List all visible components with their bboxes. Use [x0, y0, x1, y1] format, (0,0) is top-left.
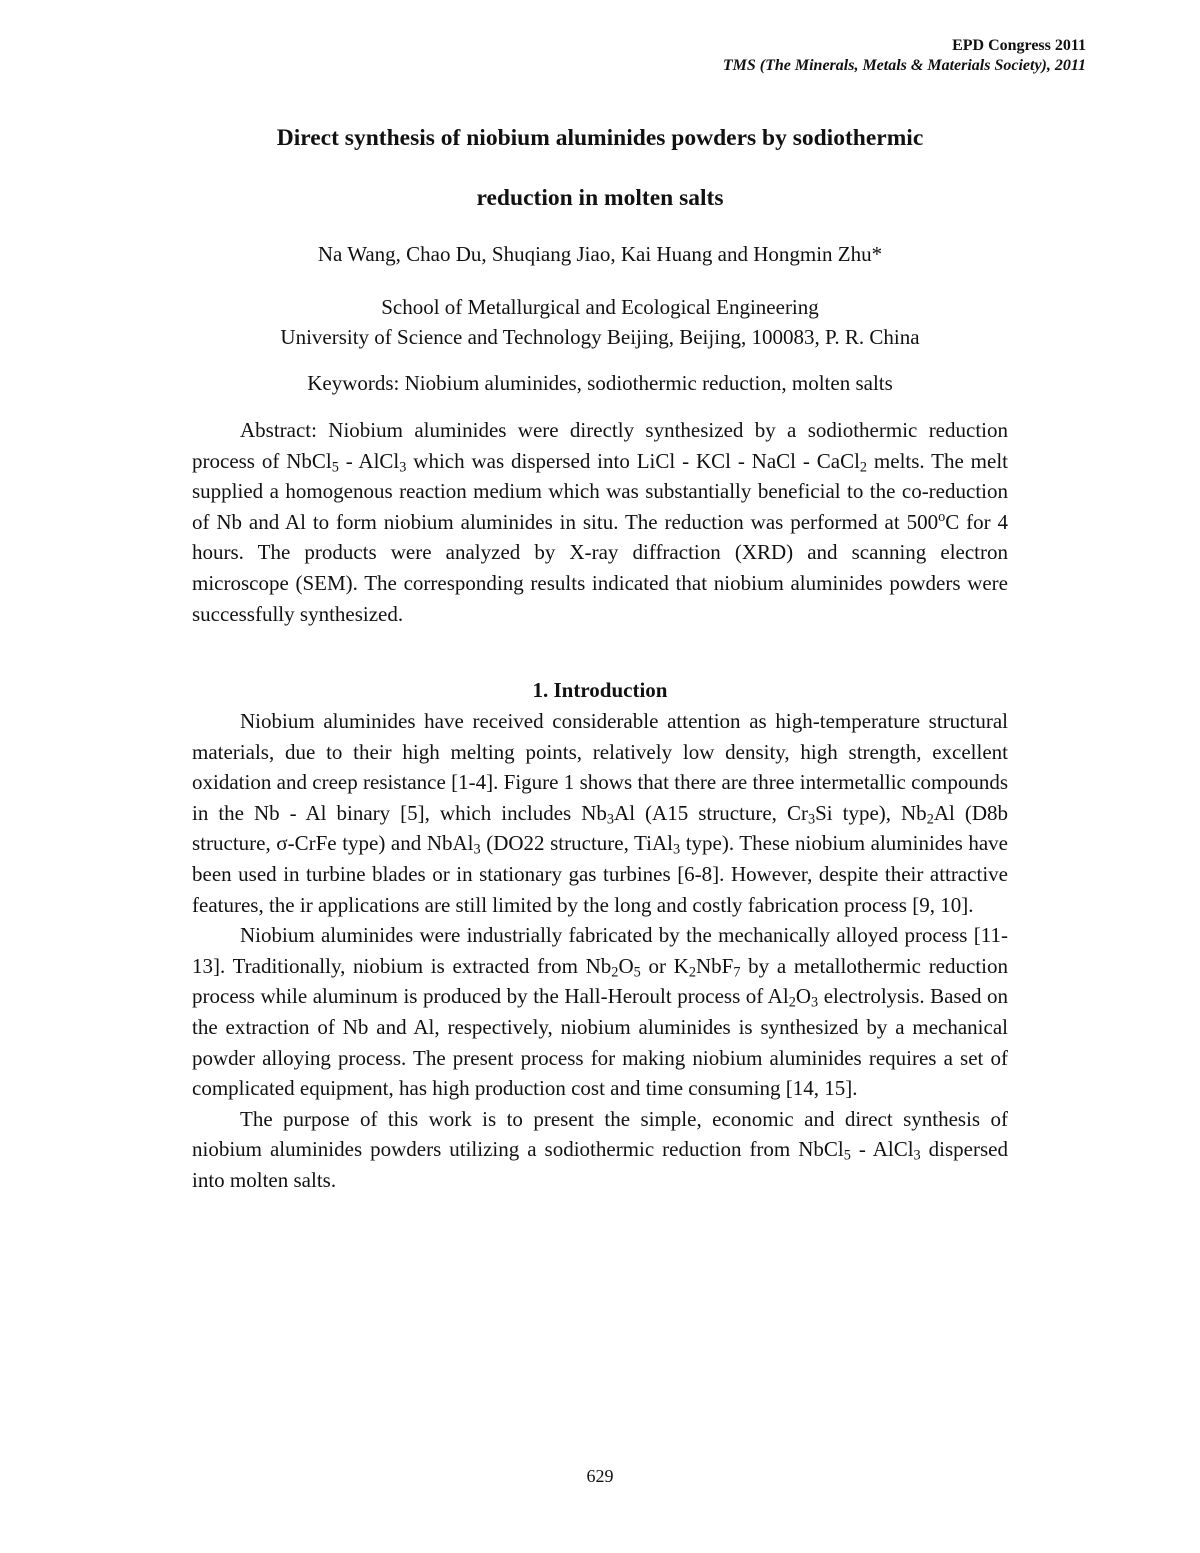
running-head — [723, 36, 1086, 76]
publisher-line: TMS (The Minerals, Metals & Materials Society), 2011 — [722, 57, 1086, 74]
abstract-paragraph — [192, 415, 1008, 629]
body-text: dispersed into molten salts. — [192, 1137, 1008, 1192]
subscript: 2 — [926, 811, 934, 828]
body-text: The purpose of this work is to present the simple, economic and direct synthesis of niobium aluminides powders utilizing a sodiothermic reduction from NbCl — [192, 1106, 1008, 1162]
intro-paragraph-3 — [192, 1104, 1008, 1196]
subscript: 3 — [913, 1147, 921, 1164]
abstract-text: - AlCl — [338, 448, 400, 473]
subscript: 7 — [733, 964, 741, 981]
affiliation-line-2: University of Science and Technology Beijing, Beijing, 100083, P. R. China — [280, 325, 920, 349]
subscript: 3 — [606, 811, 615, 828]
body-text: electrolysis. Based on the extraction of Nb and Al, respectively, niobium aluminides is synthesized by a mechanical powder alloying process. The present process for making niobium aluminides requires a set of complicated equipment, has high production cost and time consuming [14, 15]. — [192, 984, 1008, 1101]
abstract-text: C for 4 hours. The products were analyzed by X-ray diffraction (XRD) and scanning electron microscope (SEM). The corresponding results indicated that niobium aluminides powders were successfully synthesized. — [192, 509, 1008, 626]
body-text: (DO22 structure, TiAl — [480, 831, 673, 856]
degree-superscript: o — [938, 508, 946, 525]
author-list: Na Wang, Chao Du, Shuqiang Jiao, Kai Huang and Hongmin Zhu* — [317, 242, 883, 266]
abstract-text: melts. The melt supplied a homogenous reaction medium which was substantially beneficial to the co-reduction of Nb and Al to form niobium aluminides in situ. The reduction was performed at 500 — [192, 448, 1009, 534]
body-text: Niobium aluminides were industrially fabricated by the mechanically alloyed process [11-13]. Traditionally, niobium is extracted from Nb — [192, 923, 1008, 978]
body-text: Si type), Nb — [815, 800, 927, 825]
subscript: 3 — [807, 811, 816, 828]
body-text: Al (A15 structure, Cr — [614, 800, 808, 825]
page-number: 629 — [586, 1466, 614, 1486]
title-line-2: reduction in molten salts — [476, 185, 724, 211]
body-text: or K — [640, 953, 689, 978]
conference-name: EPD Congress 2011 — [952, 37, 1086, 54]
subscript: 2 — [788, 994, 796, 1011]
abstract — [192, 415, 1008, 629]
subscript: 3 — [473, 841, 481, 858]
subscript: 3 — [811, 994, 819, 1011]
subscript: 3 — [672, 841, 681, 858]
body-text: NbF — [695, 953, 734, 978]
subscript: 3 — [399, 459, 407, 476]
affiliation-line-1: School of Metallurgical and Ecological Engineering — [381, 295, 819, 319]
intro-paragraph-2 — [192, 920, 1008, 1104]
section-heading-introduction: 1. Introduction — [532, 678, 668, 702]
body-text: by a metallothermic reduction process while aluminum is produced by the Hall-Heroult process of Al — [192, 953, 1008, 1009]
subscript: 2 — [859, 459, 868, 476]
subscript: 5 — [633, 964, 641, 981]
subscript: 5 — [331, 459, 339, 476]
body-text: - AlCl — [850, 1137, 914, 1162]
subscript: 2 — [688, 964, 696, 981]
subscript: 2 — [611, 964, 619, 981]
title-line-1: Direct synthesis of niobium aluminides powders by sodiothermic — [276, 125, 924, 151]
affiliation — [150, 292, 1050, 352]
keywords: Keywords: Niobium aluminides, sodiothermic reduction, molten salts — [307, 371, 893, 395]
abstract-text: which was dispersed into LiCl - KCl - NaCl - CaCl — [406, 448, 860, 473]
body-text: Niobium aluminides have received considerable attention as high-temperature structural materials, due to their high melting points, relatively low density, high strength, excellent oxidation and creep resistance [1-4]. Figure 1 shows that there are three intermetallic compounds in the Nb - Al binary [5], which includes Nb — [192, 709, 1008, 825]
body-text: type). These niobium aluminides have been used in turbine blades or in stationary gas turbines [6-8]. However, despite their attractive features, the ir applications are still limited by the long and costly fabrication process [9, 10]. — [192, 831, 1008, 917]
body-text: O — [795, 984, 811, 1009]
paper-title — [150, 108, 1050, 228]
intro-paragraph-1 — [192, 706, 1008, 920]
body-text: O — [618, 953, 634, 978]
abstract-text: Abstract: Niobium aluminides were directly synthesized by a sodiothermic reduction process of NbCl — [192, 418, 1008, 473]
body-text: Al (D8b structure, σ-CrFe type) and NbAl — [192, 800, 1008, 856]
introduction-body — [192, 706, 1008, 1196]
subscript: 5 — [843, 1147, 851, 1164]
